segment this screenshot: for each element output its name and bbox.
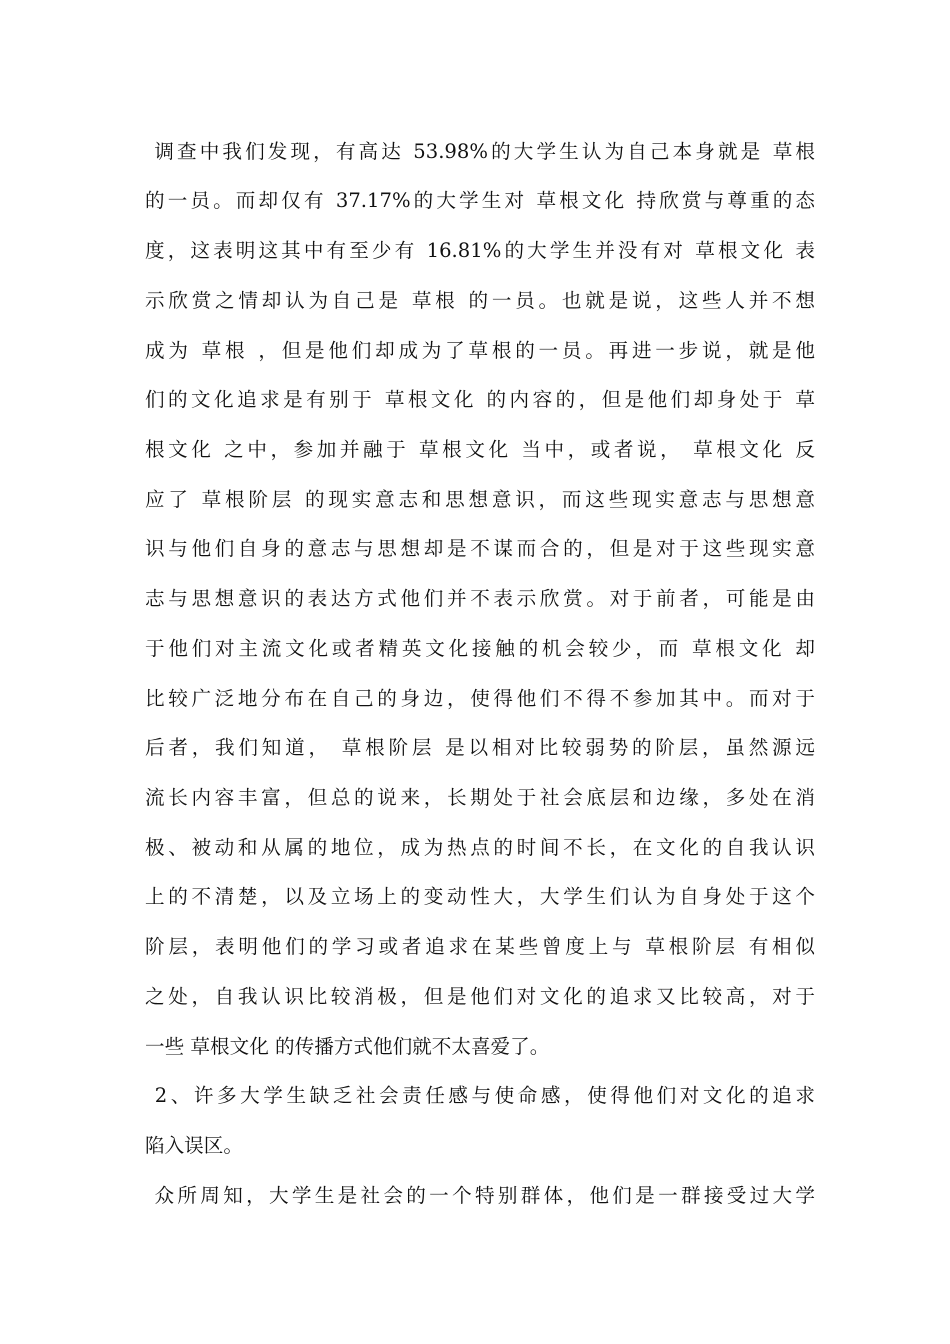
text-line: 上的不清楚，以及立场上的变动性大，大学生们认为自身处于这个: [145, 885, 815, 908]
text-line: 极、被动和从属的地位，成为热点的时间不长，在文化的自我认识: [145, 836, 815, 859]
text-line: 的一员。而却仅有 37.17%的大学生对 草根文化 持欣赏与尊重的态: [145, 189, 815, 212]
text-line: 调查中我们发现，有高达 53.98%的大学生认为自己本身就是 草根: [145, 140, 815, 163]
text-line: 阶层，表明他们的学习或者追求在某些曾度上与 草根阶层 有相似: [145, 935, 815, 958]
text-line: 一些 草根文化 的传播方式他们就不太喜爱了。: [145, 1035, 550, 1058]
text-line: 于他们对主流文化或者精英文化接触的机会较少，而 草根文化 却: [145, 637, 815, 660]
text-line: 识与他们自身的意志与思想却是不谋而合的，但是对于这些现实意: [145, 537, 815, 560]
text-line: 2、许多大学生缺乏社会责任感与使命感，使得他们对文化的追求: [145, 1084, 815, 1107]
text-line: 志与思想意识的表达方式他们并不表示欣赏。对于前者，可能是由: [145, 587, 815, 610]
text-line: 之处，自我认识比较消极，但是他们对文化的追求又比较高，对于: [145, 985, 815, 1008]
text-line: 示欣赏之情却认为自己是 草根 的一员。也就是说，这些人并不想: [145, 289, 815, 312]
text-line: 流长内容丰富，但总的说来，长期处于社会底层和边缘，多处在消: [145, 786, 815, 809]
text-line: 根文化 之中，参加并融于 草根文化 当中，或者说， 草根文化 反: [145, 438, 815, 461]
text-line: 应了 草根阶层 的现实意志和思想意识，而这些现实意志与思想意: [145, 488, 815, 511]
text-line: 陷入误区。: [145, 1134, 243, 1157]
text-line: 度，这表明这其中有至少有 16.81%的大学生并没有对 草根文化 表: [145, 239, 815, 262]
text-line: 后者，我们知道， 草根阶层 是以相对比较弱势的阶层，虽然源远: [145, 736, 815, 759]
text-line: 众所周知，大学生是社会的一个特别群体，他们是一群接受过大学: [145, 1184, 815, 1207]
text-line: 们的文化追求是有别于 草根文化 的内容的，但是他们却身处于 草: [145, 388, 815, 411]
text-line: 成为 草根 ，但是他们却成为了草根的一员。再进一步说，就是他: [145, 339, 815, 362]
text-line: 比较广泛地分布在自己的身边，使得他们不得不参加其中。而对于: [145, 687, 815, 710]
